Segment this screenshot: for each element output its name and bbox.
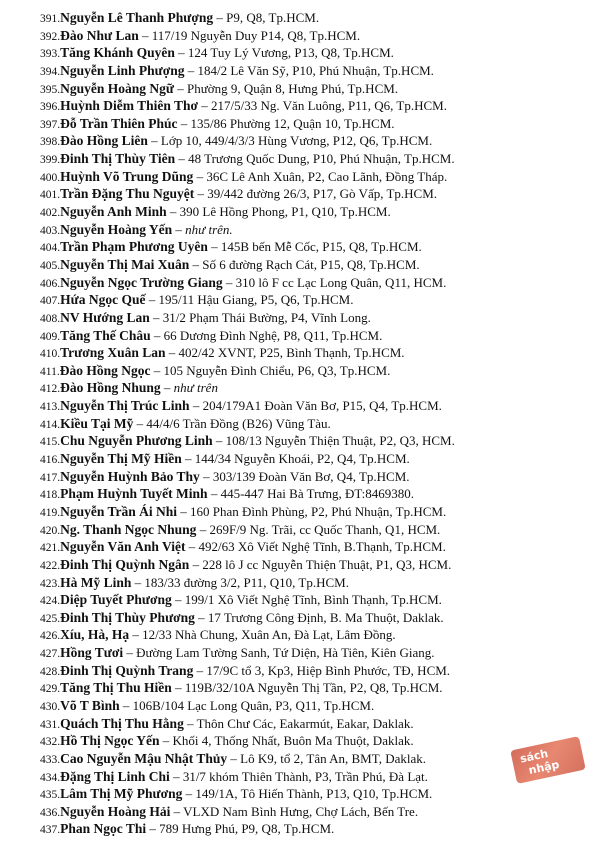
entry-name: Nguyễn Linh Phượng bbox=[60, 62, 185, 78]
entry-number: 394. bbox=[40, 65, 61, 78]
entry-address: – 199/1 Xô Viết Nghệ Tĩnh, Bình Thạnh, Tp.HCM. bbox=[171, 592, 442, 608]
list-item bbox=[40, 274, 581, 292]
watermark-logo: sách nhập bbox=[510, 736, 586, 784]
list-item bbox=[40, 415, 581, 433]
entry-number: 423. bbox=[40, 577, 61, 590]
entry-name: Đinh Thị Quỳnh Ngân bbox=[60, 556, 190, 572]
entry-name: Tăng Thị Thu Hiền bbox=[60, 680, 172, 696]
entry-address: – 145B bến Mễ Cốc, P15, Q8, Tp.HCM. bbox=[207, 239, 422, 255]
list-item bbox=[40, 150, 581, 168]
entry-number: 402. bbox=[40, 207, 61, 220]
entry-number: 425. bbox=[40, 612, 61, 625]
entry-name: Cao Nguyễn Mậu Nhật Thủy bbox=[60, 750, 228, 766]
entry-name: Đinh Thị Quỳnh Trang bbox=[60, 662, 194, 678]
list-item bbox=[40, 44, 581, 62]
entry-number: 401. bbox=[40, 189, 61, 202]
entry-number: 436. bbox=[40, 806, 61, 819]
entry-name: Nguyễn Thị Mỹ Hiền bbox=[60, 451, 182, 467]
entry-name: Huỳnh Diễm Thiên Thơ bbox=[60, 98, 199, 114]
entry-address: – 119B/32/10A Nguyễn Thị Tần, P2, Q8, Tp.HCM. bbox=[171, 680, 443, 696]
entry-number: 422. bbox=[40, 559, 61, 572]
entry-address: – 105 Nguyễn Đình Chiểu, P6, Q3, Tp.HCM. bbox=[150, 362, 391, 378]
entry-address: – 48 Trương Quốc Dung, P10, Phú Nhuận, Tp.HCM. bbox=[175, 151, 455, 167]
entry-name: Đặng Thị Linh Chi bbox=[60, 768, 170, 784]
list-item bbox=[40, 715, 581, 733]
list-item bbox=[40, 662, 581, 680]
entry-number: 403. bbox=[40, 224, 61, 237]
entry-name: Phạm Huỳnh Tuyết Minh bbox=[60, 486, 208, 502]
entry-address: – Phường 9, Quận 8, Hưng Phú, Tp.HCM. bbox=[174, 80, 399, 96]
entry-name: Đỗ Trần Thiên Phúc bbox=[60, 115, 178, 131]
list-item bbox=[40, 679, 581, 697]
entry-number: 428. bbox=[40, 665, 61, 678]
entry-number: 413. bbox=[40, 401, 61, 414]
list-item bbox=[40, 750, 581, 768]
entry-name: Nguyễn Hoàng Ngữ bbox=[60, 80, 174, 96]
entry-name: Đào Hồng Nhung bbox=[60, 380, 161, 396]
entry-address: – 149/1A, Tô Hiến Thành, P13, Q10, Tp.HCM. bbox=[182, 786, 433, 802]
list-item bbox=[40, 432, 581, 450]
entry-address: – 144/34 Nguyễn Khoái, P2, Q4, Tp.HCM. bbox=[181, 451, 410, 467]
entry-number: 429. bbox=[40, 683, 61, 696]
entry-address: – 44/4/6 Trần Đồng (B26) Vũng Tàu. bbox=[133, 415, 331, 431]
entry-name: Chu Nguyễn Phương Linh bbox=[60, 433, 213, 449]
entry-address: – 135/86 Phường 12, Quận 10, Tp.HCM. bbox=[177, 115, 395, 131]
entry-name: Tăng Thế Châu bbox=[60, 327, 151, 343]
entry-name: Lâm Thị Mỹ Phương bbox=[60, 786, 183, 802]
entry-address: – 492/63 Xô Viết Nghệ Tĩnh, B.Thạnh, Tp.HCM. bbox=[185, 539, 446, 555]
entry-address: – 108/13 Nguyễn Thiện Thuật, P2, Q3, HCM. bbox=[212, 433, 455, 449]
entry-number: 415. bbox=[40, 436, 61, 449]
list-item bbox=[40, 574, 581, 592]
entry-address: – 402/42 XVNT, P25, Bình Thạnh, Tp.HCM. bbox=[165, 345, 405, 361]
entry-number: 400. bbox=[40, 171, 61, 184]
entry-address: – P9, Q8, Tp.HCM. bbox=[213, 10, 320, 25]
entry-number: 434. bbox=[40, 771, 61, 784]
entry-number: 405. bbox=[40, 259, 61, 272]
list-item bbox=[40, 27, 581, 45]
entry-number: 433. bbox=[40, 753, 61, 766]
entry-number: 435. bbox=[40, 789, 61, 802]
entry-name: Nguyễn Ngọc Trường Giang bbox=[60, 274, 223, 290]
list-item bbox=[40, 185, 581, 203]
entry-number: 421. bbox=[40, 542, 61, 555]
entry-number: 426. bbox=[40, 630, 61, 643]
list-item bbox=[40, 256, 581, 274]
list-item bbox=[40, 291, 581, 309]
list-item bbox=[40, 203, 581, 221]
entry-number: 419. bbox=[40, 506, 61, 519]
entry-number: 424. bbox=[40, 595, 61, 608]
entry-address: – 390 Lê Hồng Phong, P1, Q10, Tp.HCM. bbox=[166, 204, 391, 220]
entry-number: 399. bbox=[40, 154, 61, 167]
entry-name: Nguyễn Hoàng Hải bbox=[60, 803, 171, 819]
list-item bbox=[40, 327, 581, 345]
entry-address: – 31/7 khóm Thiên Thành, P3, Trần Phú, Đà Lạt. bbox=[169, 768, 428, 784]
entry-name: Nguyễn Thị Mai Xuân bbox=[60, 256, 190, 272]
entry-number: 417. bbox=[40, 471, 61, 484]
entry-address: – 228 lô J cc Nguyễn Thiện Thuật, P1, Q3, HCM. bbox=[189, 556, 452, 572]
entry-address: – 217/5/33 Ng. Văn Luông, P11, Q6, Tp.HCM. bbox=[198, 98, 447, 114]
list-item bbox=[40, 468, 581, 486]
entry-number: 432. bbox=[40, 736, 61, 749]
entry-address: – 183/33 đường 3/2, P11, Q10, Tp.HCM. bbox=[131, 574, 349, 590]
list-item bbox=[40, 697, 581, 715]
list-item bbox=[40, 732, 581, 750]
entry-name: Hà Mỹ Linh bbox=[60, 574, 132, 590]
entry-name: Trần Phạm Phương Uyên bbox=[60, 239, 208, 255]
entry-name: Xíu, Hà, Hạ bbox=[60, 627, 130, 643]
entry-address: – 39/442 đường 26/3, P17, Gò Vấp, Tp.HCM. bbox=[194, 186, 438, 202]
entry-name: Trương Xuân Lan bbox=[60, 345, 166, 361]
entry-number: 408. bbox=[40, 312, 61, 325]
entry-address: – Lô K9, tổ 2, Tân An, BMT, Daklak. bbox=[227, 750, 427, 766]
entry-number: 409. bbox=[40, 330, 61, 343]
entry-number: 410. bbox=[40, 348, 61, 361]
entry-address: – 106B/104 Lạc Long Quân, P3, Q11, Tp.HCM. bbox=[119, 697, 375, 713]
list-item bbox=[40, 309, 581, 327]
entry-name: NV Hướng Lan bbox=[60, 309, 150, 325]
entry-address: – Khối 4, Thống Nhất, Buôn Ma Thuột, Daklak. bbox=[159, 733, 414, 749]
entry-number: 416. bbox=[40, 454, 61, 467]
entry-number: 412. bbox=[40, 383, 61, 396]
list-item bbox=[40, 80, 581, 98]
entry-number: 420. bbox=[40, 524, 61, 537]
entry-address: – VLXD Nam Bình Hưng, Chợ Lách, Bến Tre. bbox=[170, 803, 419, 819]
list-item bbox=[40, 538, 581, 556]
entry-address: – Thôn Chư Các, Eakarmút, Eakar, Daklak. bbox=[183, 715, 414, 731]
entry-name: Nguyễn Văn Anh Việt bbox=[60, 539, 186, 555]
entry-name: Huỳnh Võ Trung Dũng bbox=[60, 168, 194, 184]
entry-name: Đinh Thị Thùy Tiên bbox=[60, 151, 176, 167]
entry-address: – 160 Phan Đình Phùng, P2, Phú Nhuận, Tp.HCM. bbox=[177, 503, 447, 519]
entry-number: 404. bbox=[40, 242, 61, 255]
list-item bbox=[40, 97, 581, 115]
list-item bbox=[40, 397, 581, 415]
list-item bbox=[40, 485, 581, 503]
entry-name: Phan Ngọc Thi bbox=[60, 821, 147, 837]
entry-number: 392. bbox=[40, 30, 61, 43]
entry-address: – 195/11 Hậu Giang, P5, Q6, Tp.HCM. bbox=[145, 292, 354, 308]
entry-address: – 445-447 Hai Bà Trưng, ĐT:8469380. bbox=[207, 486, 415, 502]
list-item bbox=[40, 820, 581, 838]
list-item bbox=[40, 626, 581, 644]
entry-address: – 269F/9 Ng. Trãi, cc Quốc Thanh, Q1, HCM. bbox=[196, 521, 441, 537]
entry-number: 418. bbox=[40, 489, 61, 502]
entry-name: Nguyễn Huỳnh Bảo Thy bbox=[60, 468, 200, 484]
entry-number: 396. bbox=[40, 101, 61, 114]
list-item bbox=[40, 115, 581, 133]
entry-address: – Đường Lam Tường Sanh, Tứ Diện, Hà Tiên, Kiên Giang. bbox=[123, 645, 435, 661]
list-item bbox=[40, 238, 581, 256]
entry-address: – Số 6 đường Rạch Cát, P15, Q8, Tp.HCM. bbox=[189, 256, 420, 272]
list-item bbox=[40, 221, 581, 239]
list-item bbox=[40, 132, 581, 150]
entry-address: – 17/9C tổ 3, Kp3, Hiệp Bình Phước, TĐ, HCM. bbox=[193, 662, 451, 678]
entry-name: Hồng Tươi bbox=[60, 645, 124, 661]
entry-name: Ng. Thanh Ngọc Nhung bbox=[60, 521, 197, 537]
entry-number: 391. bbox=[40, 13, 61, 25]
entry-name: Nguyễn Hoàng Yến bbox=[60, 221, 173, 237]
entry-address: – như trên. bbox=[172, 221, 233, 237]
entry-name: Tăng Khánh Quyên bbox=[60, 45, 175, 61]
entry-name: Quách Thị Thu Hằng bbox=[60, 715, 184, 731]
list-item bbox=[40, 556, 581, 574]
list-item bbox=[40, 521, 581, 539]
entry-address: – 310 lô F cc Lạc Long Quân, Q11, HCM. bbox=[222, 274, 447, 290]
entry-number: 407. bbox=[40, 295, 61, 308]
entry-name: Diệp Tuyết Phương bbox=[60, 592, 172, 608]
entry-number: 398. bbox=[40, 136, 61, 149]
entry-address: – 204/179A1 Đoàn Văn Bơ, P15, Q4, Tp.HCM. bbox=[189, 398, 442, 414]
entry-number: 411. bbox=[40, 365, 60, 378]
list-item bbox=[40, 768, 581, 786]
list-item bbox=[40, 609, 581, 627]
entry-number: 393. bbox=[40, 48, 61, 61]
entry-name: Hứa Ngọc Quế bbox=[60, 292, 146, 308]
entry-number: 397. bbox=[40, 118, 61, 131]
entry-address: – 17 Trương Công Định, B. Ma Thuột, Daklak. bbox=[194, 609, 444, 625]
entry-number: 427. bbox=[40, 648, 61, 661]
entry-number: 437. bbox=[40, 824, 61, 837]
entry-number: 406. bbox=[40, 277, 61, 290]
entry-number: 430. bbox=[40, 700, 61, 713]
entry-name: Đào Hồng Ngọc bbox=[59, 362, 151, 378]
list-item bbox=[40, 379, 581, 397]
entry-address: – Lớp 10, 449/4/3/3 Hùng Vương, P12, Q6, Tp.HCM. bbox=[147, 133, 433, 149]
entry-name: Đào Hồng Liên bbox=[60, 133, 148, 149]
entry-address: – 12/33 Nhà Chung, Xuân An, Đà Lạt, Lâm Đồng. bbox=[129, 627, 396, 643]
entry-name: Nguyễn Trần Ái Nhi bbox=[60, 503, 178, 519]
list-item bbox=[40, 591, 581, 609]
list-item bbox=[40, 785, 581, 803]
entry-name: Đinh Thị Thùy Phương bbox=[60, 609, 195, 625]
entry-address: – như trên bbox=[160, 380, 218, 396]
entry-name: Kiều Tại Mỹ bbox=[60, 415, 134, 431]
entry-name: Nguyễn Thị Trúc Linh bbox=[60, 398, 190, 414]
list-item bbox=[40, 344, 581, 362]
entry-number: 395. bbox=[40, 83, 61, 96]
list-item bbox=[40, 62, 581, 80]
entry-address: – 31/2 Phạm Thái Bường, P4, Vĩnh Long. bbox=[149, 309, 371, 325]
entry-address: – 66 Dương Đình Nghệ, P8, Q11, Tp.HCM. bbox=[150, 327, 383, 343]
entry-address: – 789 Hưng Phú, P9, Q8, Tp.HCM. bbox=[146, 821, 335, 837]
entry-address: – 124 Tuy Lý Vương, P13, Q8, Tp.HCM. bbox=[174, 45, 394, 61]
address-list bbox=[40, 9, 581, 838]
list-item bbox=[40, 803, 581, 821]
entry-name: Trần Đặng Thu Nguyệt bbox=[60, 186, 195, 202]
entry-address: – 117/19 Nguyễn Duy P14, Q8, Tp.HCM. bbox=[138, 27, 361, 43]
list-item bbox=[40, 168, 581, 186]
entry-address: – 36C Lê Anh Xuân, P2, Cao Lãnh, Đồng Tháp. bbox=[193, 168, 448, 184]
entry-address: – 184/2 Lê Văn Sỹ, P10, Phú Nhuận, Tp.HCM. bbox=[184, 62, 434, 78]
entry-name: Nguyễn Lê Thanh Phượng bbox=[60, 10, 214, 25]
list-item bbox=[40, 503, 581, 521]
list-item bbox=[40, 450, 581, 468]
list-item bbox=[40, 644, 581, 662]
list-item bbox=[40, 9, 581, 27]
entry-name: Nguyễn Anh Minh bbox=[60, 204, 167, 220]
entry-name: Võ T Bình bbox=[60, 697, 120, 713]
entry-name: Hồ Thị Ngọc Yến bbox=[60, 733, 160, 749]
list-item bbox=[40, 362, 581, 380]
entry-address: – 303/139 Đoàn Văn Bơ, Q4, Tp.HCM. bbox=[199, 468, 410, 484]
entry-number: 431. bbox=[40, 718, 61, 731]
entry-number: 414. bbox=[40, 418, 61, 431]
entry-name: Đào Như Lan bbox=[60, 27, 139, 43]
